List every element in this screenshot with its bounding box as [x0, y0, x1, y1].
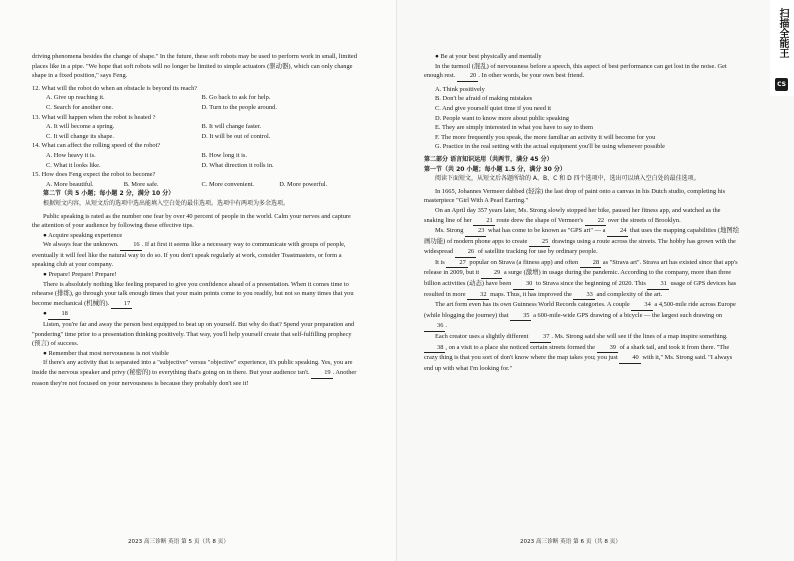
section-instructions: 阅读下面短文，从短文后各题所给的 A、B、C 和 D 四个选项中，选出可以填入空白处的最佳选项。 [435, 175, 700, 183]
option: C. What it looks like. [46, 161, 101, 169]
blank-29: 29 [481, 268, 502, 279]
question-15 [32, 170, 357, 189]
blank-34: 34 [631, 300, 652, 311]
passage-paragraph: In 1665, Johannes Vermeer dabbed (轻涂) the last drop of paint onto a canvas in his Dutch studio, completing his masterpiece "Girl With A Pearl Earring." [424, 187, 726, 205]
part-title: 第二部分 语言知识运用（共两节，满分 45 分） [424, 155, 553, 163]
blank-25: 25 [529, 237, 550, 248]
option: B. It will change faster. [201, 123, 262, 131]
blank-17: 17 [111, 299, 132, 310]
passage-paragraph: We always fear the unknown. 16 . If at first it seems like a necessary way to communicate with groups of people, eventually it will feel like the natural way to do so. If you don't speak regularly at work, consider Toastmasters, or form a speaking club at your company. [32, 241, 346, 269]
scanner-brand-text: 扫描全能王 [777, 8, 788, 58]
passage-paragraph: If there's any activity that is separated into a "subjective" versus "objective" experience, it's public speaking. Yes, you are inside the nervous speaker and privy (秘密的) to everything that's going on in there. But your audience isn't. 19 . Another reason they're not focused on your nervousness is because they probably don't see it! [32, 359, 357, 387]
passage-paragraph: In the turmoil (混乱) of nervousness before a speech, this aspect of best performance can get lost in the noise. Get enough rest. 20 . In other words, be your own best friend. [424, 62, 740, 82]
option: C. And give yourself quiet time if you need it [435, 104, 552, 112]
question-14 [32, 141, 357, 170]
passage-paragraph: On an April day 357 years later, Ms. Strong slowly stopped her bike, paused her fitness app, and watched as the snaking line of her 21 route drew the shape of Vermeer's 22 over the streets of Brooklyn. [424, 206, 740, 226]
question-stem: 12. What will the robot do when an obstacle is beyond its reach? [32, 84, 198, 92]
blank-27: 27 [446, 258, 467, 269]
blank-35: 35 [510, 311, 531, 322]
blank-37: 37 [530, 332, 551, 343]
option: D. What direction it rolls in. [201, 161, 274, 169]
option: A. Think positively [435, 85, 485, 93]
camscanner-logo-icon: CS [775, 78, 788, 91]
passage-paragraph: It is 27 popular on Strava (a fitness app) and often 28 as "Strava art". Strava art has existed since that app's release in 2009, but it 29 a surge (激增) in usage during the pandemic. According to the company, more than three billion activities (动态) have been 30 to Strava since the beginning of 2020. This 31 usage of GPS devices has resulted in more 32 maps. Thus, it has improved the 33 and complexity of the art. [424, 258, 740, 300]
blank-31: 31 [647, 279, 668, 290]
blank-36: 36 [424, 321, 445, 332]
option: C. More convenient. [201, 180, 255, 188]
option: D. People want to know more about public speaking [435, 114, 570, 122]
option: A. It will become a spring. [46, 123, 115, 131]
bullet-heading: ● 18 [32, 309, 357, 320]
section-title: 第一节（共 20 小题；每小题 1.5 分，满分 30 分） [424, 165, 566, 173]
right-column [424, 52, 740, 373]
question-stem: 13. What will happen when the robot is heated ? [32, 113, 156, 121]
passage-paragraph: Ms. Strong 23 what has come to be known as "GPS art" — a 24 that uses the mapping capabilities (地图绘画功能) of modern phone apps to create 25 drawings using a route across the streets. The hobby has grown with the widespread 26 of satellite tracking for use by ordinary people. [424, 226, 740, 258]
section-instructions: 根据短文内容，从短文后的选项中选出能填入空白处的最佳选项。选项中有两项为多余选项。 [43, 199, 290, 207]
scanner-watermark [770, 0, 794, 96]
question-stem: 14. What can affect the rolling speed of the robot? [32, 142, 161, 150]
option: D. Turn to the people around. [201, 103, 277, 111]
blank-21: 21 [473, 216, 494, 227]
option: E. They are simply interested in what you have to say to them [435, 124, 594, 132]
blank-26: 26 [455, 247, 476, 258]
passage-paragraph: Listen, you're far and away the person best equipped to beat up on yourself. But why do that? Spend your preparation and "pondering" time prior to a presentation thinking positively. That way, you'll help yourself create that self-fulfilling prophecy (预言) of success. [32, 321, 355, 348]
passage-paragraph: The art form even has its own Guinness World Records categories. A couple 34 a 4,500-mile ride across Europe (while blogging the journey) that 35 a 600-mile-wide GPS drawing of a bicycle — the largest such drawing on 36 . [424, 300, 740, 332]
blank-20: 20 [457, 71, 478, 82]
blank-32: 32 [467, 290, 488, 301]
blank-18: 18 [48, 309, 69, 320]
option: A. Give up reaching it. [46, 94, 105, 102]
blank-38: 38 [424, 343, 445, 354]
option: D. More powerful. [279, 180, 328, 188]
blank-22: 22 [585, 216, 606, 227]
option: F. The more frequently you speak, the more familiar an activity it will become for you [435, 133, 656, 141]
option: A. More beautiful. [46, 180, 94, 188]
bullet-heading: ● Remember that most nervousness is not visible [43, 349, 169, 357]
left-column [32, 52, 357, 388]
option: B. Don't be afraid of making mistakes [435, 95, 533, 103]
blank-19: 19 [311, 368, 332, 379]
blank-40: 40 [619, 353, 640, 364]
option: G. Practice in the real setting with the actual equipment you'll be using whenever possible [435, 143, 665, 151]
option: C. It will change its shape. [46, 132, 114, 140]
blank-39: 39 [597, 343, 618, 354]
section-title: 第二节（共 5 小题；每小题 2 分，满分 10 分） [43, 190, 175, 198]
intro-paragraph: driving phenomena besides the change of shape." In the future, these soft robots may be used to perform work in small, limited places like in a pipe. "We hope that soft robots will no longer be limited to simple actuators (驱动器), which can only change shape in a fixed position," says Feng. [32, 53, 357, 80]
page-footer: 2023 高三诊断 英语 第 5 页（共 8 页） [128, 539, 229, 545]
blank-30: 30 [513, 279, 534, 290]
bullet-heading: ● Acquire speaking experience [43, 231, 123, 239]
option: B. Go back to ask for help. [201, 94, 271, 102]
passage-paragraph: Each creator uses a slightly different 37 . Ms. Strong said she will see if the lines of a map inspire something. 38 , on a visit to a place she noticed certain streets formed the 39 of a shark tail, and took it from there. "The crazy thing is that you sort of don't know where the map takes you; you just 40 with it," Ms. Strong said. "I always end up with what I'm looking for." [424, 333, 733, 372]
bullet-heading: ● Be at your best physically and mentally [435, 53, 542, 60]
blank-33: 33 [573, 290, 594, 301]
question-13 [32, 113, 357, 142]
option: A. How heavy it is. [46, 151, 96, 159]
passage-paragraph: Public speaking is rated as the number one fear by over 40 percent of people in the world. Calm your nerves and capture the attention of your audience by following these effective tips. [32, 212, 351, 230]
question-12 [32, 84, 357, 113]
option: B. How long it is. [201, 151, 247, 159]
seven-choice-options [424, 85, 740, 152]
bullet-heading: ● Prepare! Prepare! Prepare! [43, 271, 117, 279]
option: C. Search for another one. [46, 103, 114, 111]
option: B. More safe. [123, 180, 159, 188]
question-stem: 15. How does Feng expect the robot to become? [32, 171, 156, 179]
passage-paragraph: There is absolutely nothing like feeling prepared to give you confidence ahead of a presentation. When it comes time to rehearse (排练), go through your talk enough times that your main points come to you readily, but not so many times that you become mechanical (机械的). 17 [32, 280, 357, 310]
blank-24: 24 [607, 226, 628, 237]
blank-16: 16 [120, 240, 141, 251]
blank-23: 23 [465, 226, 486, 237]
blank-28: 28 [580, 258, 601, 269]
option: D. It will be out of control. [201, 132, 271, 140]
page-footer: 2023 高三诊断 英语 第 6 页（共 8 页） [520, 539, 621, 545]
